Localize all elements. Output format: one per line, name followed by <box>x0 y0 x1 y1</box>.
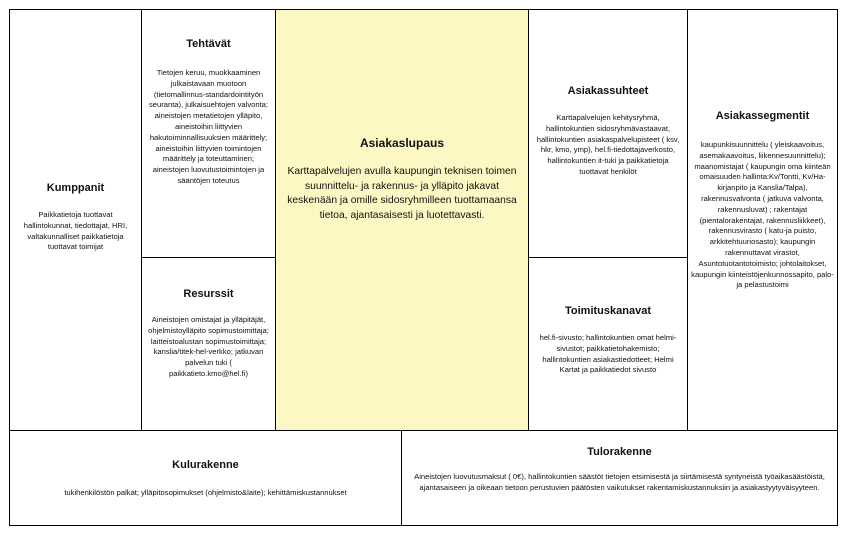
revenue-streams-text: Aineistojen luovutusmaksut ( 0€), hallintokuntien säästöt tietojen etsimisestä ja siirtämisestä syntyneistä työaikasäästöistä, ajantasaiseen ja oikeaan tietoon perustuvien päätösten vaikutukset rakentamiskustannuksiin ja asiakastyytyväisyyteen. <box>414 472 825 492</box>
key-activities-text: Tietojen keruu, muokkaaminen julkaistavaan muotoon (tietomallinnus-standardointityön seuranta), julkaisuehtojen valvonta; aineistojen metatietojen ylläpito, aineistoihin liittyvien hakutoiminnallisuuksien määrittely; aineistoihin liittyvien toimintojen määrittely ja toteuttaminen; aineistojen luovutustoimintojen ja sääntöjen toteutus <box>148 68 269 185</box>
revenue-streams-title: Tulorakenne <box>587 446 652 458</box>
channels-title: Toimituskanavat <box>565 305 651 317</box>
customer-relationships-box <box>528 9 688 258</box>
customer-relationships-title: Asiakassuhteet <box>567 85 649 97</box>
customer-relationships-text: Karttapalvelujen kehitysryhmä, hallintokuntien sidosryhmävastaavat, hallintokuntien asiakaspalvelupisteet ( ksv, hkr, kmo, ymp), hel.fi-tiedottajaverkosto, hallintokuntien it-tuki ja paikkatietoja tuottavat henkilöt <box>536 113 680 176</box>
customer-segments-box <box>687 9 838 431</box>
key-partners-title: Kumppanit <box>46 182 105 194</box>
key-resources-text: Aineistojen omistajat ja ylläpitäjät, ohjelmistoylläpito sopimustoimittaja; laitteistoalustan sopimustoimittaja; kanslia/titek-hel-verkko; jatkuvan palvelun tuki ( paikkatieto.kmo@hel.fi) <box>148 315 269 378</box>
key-activities-box <box>141 9 276 258</box>
customer-segments-text: kaupunkisuunnittelu ( yleiskaavoitus, asemakaavoitus, liikennesuunnittelu); maanomistajat ( kaupungin oma kiinteän omaisuuden hallinta:Kv/Tontti, Kv/Ha-kirjanpito ja Kanslia/Talpa), rakennusvalvonta ( jatkuva valvonta, rakennusluvat) ; rakentajat (pientalorakentajat, rakennusliikkeet), rakennusvirasto ( katu-ja puisto, arkkitehtuuriosasto); kaupungin rakennuttavat virastot, Asuntotuotantotoimisto; johtolaitokset, kaupungin kiinteistöjenkunnossapito, palo- ja pelastustoimi <box>691 140 834 290</box>
key-resources-title: Resurssit <box>183 288 234 300</box>
key-partners-text: Paikkatietoja tuottavat hallintokunnat, tiedottajat, HRI, valtakunnalliset paikkatietoja tuottavat toimijat <box>23 210 128 252</box>
key-partners-box <box>9 9 142 431</box>
cost-structure-text: tukihenkilöstön palkat; ylläpitosopimukset (ohjelmisto&laite); kehittämiskustannukset <box>64 488 347 497</box>
cost-structure-title: Kulurakenne <box>172 459 239 471</box>
key-activities-title: Tehtävät <box>186 38 231 50</box>
channels-text: hel.fi-sivusto; hallintokuntien omat helmi-sivustot; paikkatietohakemisto; hallintokuntien asiakastiedotteet; Helmi Kartat ja paikkatiedot sivusto <box>539 333 677 375</box>
customer-segments-title: Asiakassegmentit <box>715 110 810 122</box>
key-resources-box <box>141 257 276 431</box>
value-proposition-title: Asiakaslupaus <box>359 136 445 150</box>
value-proposition-text: Karttapalvelujen avulla kaupungin teknisen toimen suunnittelu- ja rakennus- ja ylläpito jakavat keskenään ja omille sidosryhmilleen tuottamaansa tietoa, ajantasaisesti ja luotettavasti. <box>287 166 517 221</box>
channels-box <box>528 257 688 431</box>
value-proposition-box <box>275 9 529 431</box>
revenue-streams-box <box>401 430 838 526</box>
cost-structure-box <box>9 430 402 526</box>
